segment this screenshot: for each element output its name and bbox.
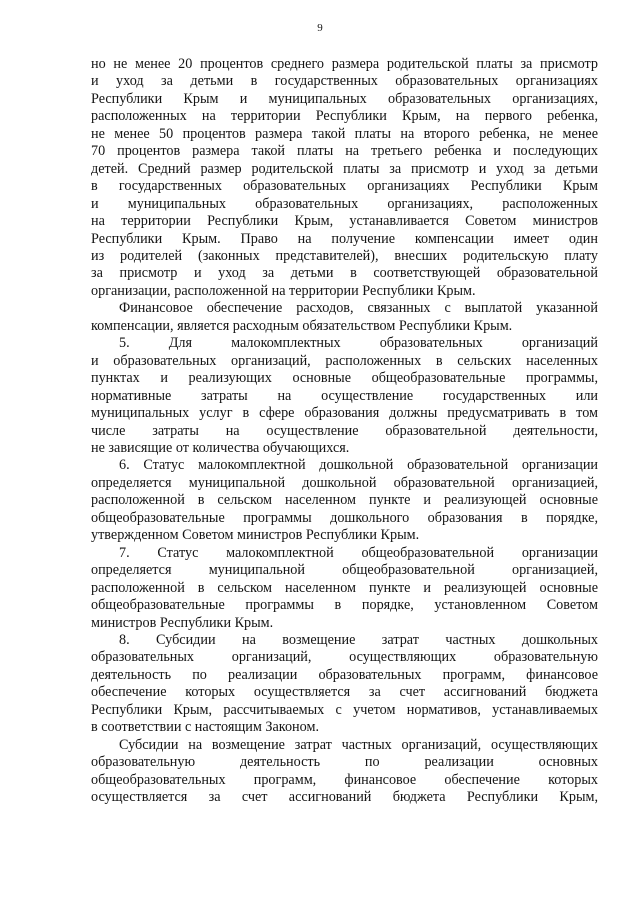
text-line: расположенной в сельском населенном пункте и реализующей основные	[91, 492, 598, 509]
text-line: муниципальных услуг в сфере образования должны предусматривать в том	[91, 405, 598, 422]
text-line: общеобразовательные программы дошкольного образования в порядке,	[91, 509, 598, 526]
text-line: в государственных образовательных организациях Республики Крым	[91, 178, 598, 195]
text-line: 70 процентов размера такой платы на третьего ребенка и последующих	[91, 143, 598, 160]
text-line: образовательную деятельность по реализации основных	[91, 754, 598, 771]
text-line: обеспечение которых осуществляется за счет ассигнований бюджета	[91, 684, 598, 701]
text-line: в соответствии с настоящим Законом.	[91, 719, 320, 736]
text-line: Республики Крым и муниципальных образовательных организациях,	[91, 90, 598, 107]
text-line: организации, расположенной на территории Республики Крым.	[91, 282, 476, 299]
text-line: 5. Для малокомплектных образовательных организаций	[119, 335, 598, 352]
text-line: не менее 50 процентов размера такой платы на второго ребенка, не менее	[91, 125, 598, 142]
text-line: министров Республики Крым.	[91, 614, 274, 631]
text-line: расположенных на территории Республики Крым, на первого ребенка,	[91, 108, 598, 125]
text-line: деятельность по реализации образовательных программ, финансовое	[91, 666, 598, 683]
text-line: общеобразовательные программы в порядке, установленном Советом	[91, 597, 598, 614]
text-line: числе затраты на осуществление образовательной деятельности,	[91, 422, 598, 439]
text-line: из родителей (законных представителей), внесших родительскую плату	[91, 247, 598, 264]
text-line: 6. Статус малокомплектной дошкольной образовательной организации	[119, 457, 598, 474]
text-line: Республики Крым, рассчитываемых с учетом нормативов, устанавливаемых	[91, 701, 598, 718]
text-line: Субсидии на возмещение затрат частных организаций, осуществляющих	[119, 736, 598, 753]
text-line: не зависящие от количества обучающихся.	[91, 439, 350, 456]
text-line: расположенной в сельском населенном пункте и реализующей основные	[91, 579, 598, 596]
text-line: осуществляется за счет ассигнований бюджета Республики Крым,	[91, 789, 598, 806]
text-line: утвержденном Советом министров Республики Крым.	[91, 527, 420, 544]
text-line: детей. Средний размер родительской платы за присмотр и уход за детьми	[91, 160, 598, 177]
text-line: определяется муниципальной общеобразовательной организацией,	[91, 562, 598, 579]
document-body	[91, 56, 598, 806]
text-line: за присмотр и уход за детьми в соответствующей образовательной	[91, 265, 598, 282]
text-line: определяется муниципальной дошкольной образовательной организацией,	[91, 474, 598, 491]
text-line: пунктах и реализующих основные общеобразовательные программы,	[91, 370, 598, 387]
text-line: и образовательных организаций, расположенных в сельских населенных	[91, 352, 598, 369]
text-line: общеобразовательных программ, финансовое обеспечение которых	[91, 771, 598, 788]
text-line: образовательных организаций, осуществляющих образовательную	[91, 649, 598, 666]
text-line: на территории Республики Крым, устанавливается Советом министров	[91, 213, 598, 230]
text-line: Финансовое обеспечение расходов, связанных с выплатой указанной	[119, 300, 598, 317]
text-line: но не менее 20 процентов среднего размера родительской платы за присмотр	[91, 56, 598, 72]
text-line: 7. Статус малокомплектной общеобразовательной организации	[119, 544, 598, 561]
text-line: нормативные затраты на осуществление государственных или	[91, 387, 598, 404]
text-line: компенсации, является расходным обязательством Республики Крым.	[91, 317, 513, 334]
text-line: Республики Крым. Право на получение компенсации имеет один	[91, 230, 598, 247]
text-line: и муниципальных образовательных организациях, расположенных	[91, 195, 598, 212]
text-line: 8. Субсидии на возмещение затрат частных дошкольных	[119, 631, 598, 648]
text-line: и уход за детьми в государственных образовательных организациях	[91, 73, 598, 90]
page-number: 9	[317, 22, 323, 34]
